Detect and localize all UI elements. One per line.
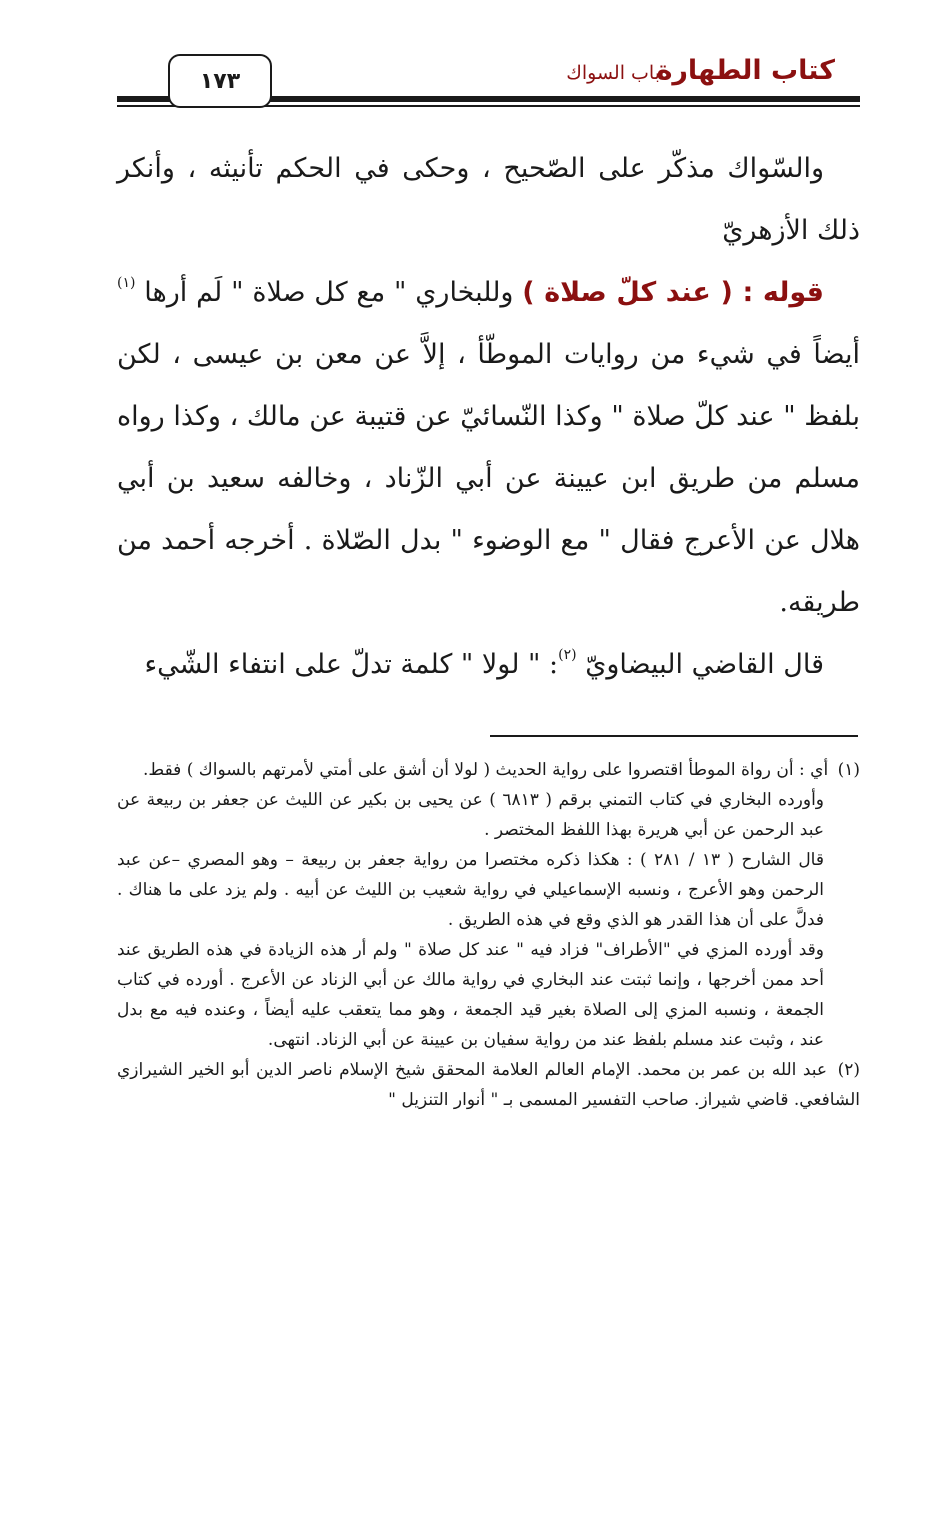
page-header <box>0 0 945 120</box>
main-text <box>117 138 860 696</box>
footnote-ref-1[interactable]: (١) <box>117 275 136 291</box>
footnote-separator <box>490 735 858 737</box>
footnote-1-paragraph-3: قال الشارح ( ١٣ / ٢٨١ ) : هكذا ذكره مختصرا من رواية جعفر بن ربيعة – وهو المصري –عن عبد الرحمن وهو الأعرج ، ونسبه الإسماعيلي في رواية شعيب بن الليث عن أبيه . ولم يزد على ما هناك . فدلَّ على أن هذا القدر هو الذي وقع في هذه الطريق . <box>117 850 824 930</box>
footnote-1-paragraph-4: وقد أورده المزي في "الأطراف" فزاد فيه " عند كل صلاة " ولم أر هذه الزيادة في هذه الطريق عند أحد ممن أخرجها ، وإنما ثبتت عند البخاري في رواية مالك عن أبي الزناد عن الأعرج . أورده في كتاب الجمعة ، ونسبه المزي إلى الصلاة بغير قيد الجمعة ، وهو مما يتعقب عليه أيضاً ، وعنده فيه مع بدل عند ، وثبت عند مسلم بلفظ عند من رواية سفيان بن عيينة عن أبي الزناد. انتهى. <box>117 940 824 1050</box>
footnote-1-paragraph-2: وأورده البخاري في كتاب التمني برقم ( ٦٨١٣ ) عن يحيى بن بكير عن الليث عن جعفر بن ربيعة عن عبد الرحمن عن أبي هريرة بهذا اللفظ المختصر . <box>117 790 824 840</box>
footnote-2 <box>117 1055 860 1115</box>
footnote-2-text: عبد الله بن عمر بن محمد. الإمام العالم العلامة المحقق شيخ الإسلام ناصر الدين أبو الخير الشيرازي الشافعي. قاضي شيراز. صاحب التفسير المسمى بـ " أنوار التنزيل " <box>117 1060 860 1110</box>
paragraph-1: والسّواك مذكّر على الصّحيح ، وحكى في الحكم تأنيثه ، وأنكر ذلك الأزهريّ <box>117 153 860 246</box>
quoted-phrase-label: قوله : ( عند كلّ صلاة ) <box>522 277 824 308</box>
footnote-2-number: (٢) <box>837 1060 860 1080</box>
page-number: ١٧٣ <box>168 54 272 108</box>
paragraph-3-text: قال القاضي البيضاويّ <box>585 649 824 680</box>
footnote-1-number: (١) <box>837 760 860 780</box>
footnote-ref-2[interactable]: (٢) <box>558 647 577 663</box>
footnote-1-text: أي : أن رواة الموطأ اقتصروا على رواية الحديث ( لولا أن أشق على أمتي لأمرتهم بالسواك ) فقط. <box>143 760 829 780</box>
paragraph-3 <box>117 634 860 696</box>
book-title: كتاب الطهارة <box>656 55 835 86</box>
paragraph-2-text: وللبخاري " مع كل صلاة " لَم أرها <box>144 277 523 308</box>
paragraph-2-rest: أيضاً في شيء من روايات الموطّأ ، إلاَّ عن معن بن عيسى ، لكن بلفظ " عند كلّ صلاة " وكذا النّسائيّ عن قتيبة عن مالك ، وكذا رواه مسلم من طريق ابن عيينة عن أبي الزّناد ، وخالفه سعيد بن أبي هلال عن الأعرج فقال " مع الوضوء " بدل الصّلاة . أخرجه أحمد من طريقه. <box>117 339 860 618</box>
footnote-1 <box>117 755 860 785</box>
chapter-title: باب السواك <box>566 62 660 84</box>
paragraph-2 <box>117 262 860 634</box>
footnotes <box>117 755 860 1115</box>
paragraph-3-rest: : " لولا " كلمة تدلّ على انتفاء الشّيء <box>144 649 559 680</box>
